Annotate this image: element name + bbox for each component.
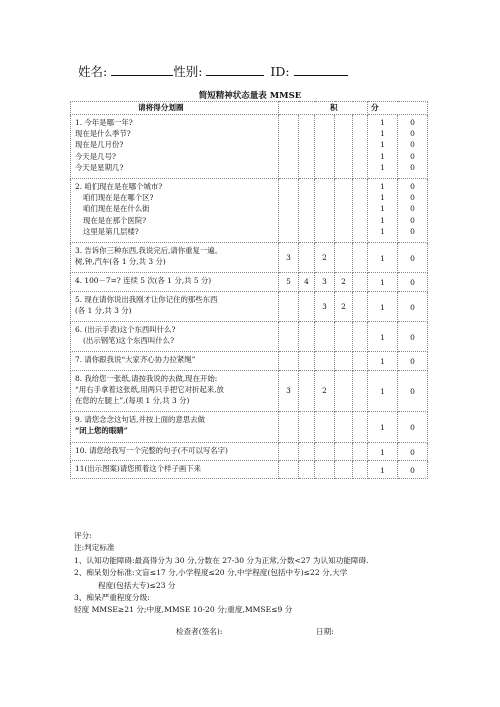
score-option-cell: [315, 115, 335, 179]
score-option-cell: [353, 115, 368, 179]
question-line: 咱们现在是在什么街: [83, 204, 150, 214]
question-line: (出示钢笔)这个东西叫什么?: [83, 336, 175, 346]
score-zero-option[interactable]: 0: [410, 387, 415, 397]
scoring-notes: [74, 530, 434, 617]
score-option-cell: [299, 412, 315, 442]
question-text-cell: [71, 273, 279, 291]
question-row: [71, 322, 428, 352]
score-zero-cell: [398, 115, 428, 179]
score-option-cell: [279, 291, 299, 321]
name-field-line[interactable]: [111, 63, 173, 76]
score-option-cell: [353, 179, 368, 243]
score-zero-cell: [398, 412, 428, 442]
question-line: 树,钟,汽车(各 1 分,共 3 分): [75, 257, 166, 267]
score-zero-option[interactable]: 0: [410, 118, 415, 127]
score-option-cell: [353, 243, 368, 273]
question-row: [71, 442, 428, 460]
question-row: [71, 412, 428, 442]
score-option-cell: [299, 179, 315, 243]
score-option-cell[interactable]: 2: [335, 291, 353, 321]
score-option-cell: [353, 322, 368, 352]
score-option-cell: [279, 412, 299, 442]
score-one-cell: [368, 243, 398, 273]
score-one-option[interactable]: 1: [380, 151, 385, 161]
score-one-option[interactable]: 1: [380, 278, 385, 288]
score-zero-cell: [398, 322, 428, 352]
question-line: 今天是星期几?: [75, 162, 124, 172]
score-label: 评分:: [74, 531, 92, 540]
note-line-3: 3、痴呆严重程度分级:: [74, 593, 150, 603]
score-option-cell: [299, 243, 315, 273]
score-one-cell: [368, 322, 398, 352]
form-title: 简短精神状态量表 MMSE: [198, 91, 302, 101]
patient-info-header: [78, 62, 438, 80]
header-score-a-cell: 积: [279, 102, 368, 115]
score-option-cell[interactable]: 3: [315, 291, 335, 321]
score-one-option[interactable]: 1: [380, 423, 385, 433]
score-zero-cell: [398, 243, 428, 273]
score-option-cell: [279, 460, 299, 478]
score-zero-option[interactable]: 0: [410, 333, 415, 343]
score-one-option[interactable]: 1: [380, 182, 385, 192]
question-text-cell: [71, 322, 279, 352]
question-text-cell: [71, 243, 279, 273]
question-text-cell: [71, 179, 279, 243]
score-option-cell: [335, 352, 353, 370]
question-line: “用右手拿着这张纸,用两只手把它对折起来,放: [75, 384, 224, 394]
score-option-cell[interactable]: 3: [315, 273, 335, 291]
score-option-cell: [315, 352, 335, 370]
score-zero-option[interactable]: 0: [410, 302, 415, 312]
score-one-option[interactable]: 1: [380, 215, 385, 225]
gender-field-line[interactable]: [206, 63, 264, 76]
question-text-cell: [71, 291, 279, 321]
score-option-cell[interactable]: 4: [299, 273, 315, 291]
question-row: [71, 460, 428, 478]
score-one-option[interactable]: 1: [380, 204, 385, 214]
score-option-cell: [279, 442, 299, 460]
score-zero-option[interactable]: 0: [410, 215, 415, 225]
question-row: [71, 179, 428, 243]
score-option-cell: [315, 442, 335, 460]
score-one-option[interactable]: 1: [380, 357, 385, 367]
note-line-1: 1、认知功能障碍:最高得分为 30 分,分数在 27-30 分为正常,分数<27 为认知功能障碍.: [74, 555, 369, 565]
score-zero-option[interactable]: 0: [410, 226, 415, 236]
score-option-cell: [335, 115, 353, 179]
score-zero-cell: [398, 442, 428, 460]
note-line-2a: 2、痴呆划分标准:文盲≤17 分,小学程度≤20 分,中学程度(包括中专)≤22 分,大学: [74, 568, 348, 578]
note-line-4: 轻度 MMSE≥21 分;中度,MMSE 10-20 分;重度,MMSE≤9 分: [74, 605, 293, 615]
question-line: 9. 请您念念这句话,并按上面的意思去做: [75, 415, 206, 425]
name-label: 姓名:: [78, 64, 108, 79]
question-line: 在您的左腿上”,(每项 1 分,共 3 分): [75, 396, 190, 406]
question-line: 现在是什么季节?: [75, 129, 131, 139]
question-line: 1. 今年是哪一年?: [75, 118, 133, 127]
score-one-option[interactable]: 1: [380, 226, 385, 236]
score-option-cell: [353, 352, 368, 370]
score-one-option[interactable]: 1: [380, 302, 385, 312]
question-line: 10. 请您给我写一个完整的句子(不可以写名字): [75, 445, 228, 455]
score-zero-cell: [398, 179, 428, 243]
score-option-cell: [315, 412, 335, 442]
score-option-cell[interactable]: 2: [315, 243, 335, 273]
score-zero-option[interactable]: 0: [410, 423, 415, 433]
score-option-cell: [335, 243, 353, 273]
question-line: 3. 告诉你三种东西,我说完后,请你重复一遍。: [75, 246, 223, 256]
score-option-cell: [299, 322, 315, 352]
score-zero-option[interactable]: 0: [410, 357, 415, 367]
score-one-option[interactable]: 1: [380, 387, 385, 397]
score-one-cell: [368, 115, 398, 179]
question-line: 2. 咱们现在是在哪个城市?: [75, 182, 163, 192]
score-option-cell: [335, 460, 353, 478]
question-text-cell: [71, 370, 279, 412]
score-option-cell: [299, 115, 315, 179]
score-option-cell: [335, 179, 353, 243]
score-one-option[interactable]: 1: [380, 193, 385, 203]
question-row: [71, 273, 428, 291]
question-row: [71, 370, 428, 412]
score-option-cell: [353, 442, 368, 460]
score-option-cell: [279, 179, 299, 243]
score-one-option[interactable]: 1: [380, 129, 385, 139]
score-option-cell: [299, 442, 315, 460]
question-line: 5. 现在请你说出我刚才让你记住的那些东西: [75, 294, 218, 304]
score-one-cell: [368, 460, 398, 478]
score-option-cell: [335, 370, 353, 412]
score-one-cell: [368, 442, 398, 460]
question-line: 6. (出示手表)这个东西叫什么?: [75, 325, 176, 335]
question-line: 现在是几月份?: [75, 140, 124, 150]
score-zero-option[interactable]: 0: [410, 254, 415, 264]
score-option-cell: [315, 322, 335, 352]
question-line: 8. 我给您一张纸,请按我说的去做,现在开始:: [75, 373, 218, 383]
score-zero-option[interactable]: 0: [410, 278, 415, 288]
question-row: [71, 291, 428, 321]
score-option-cell: [315, 179, 335, 243]
gender-label: 性别:: [173, 64, 203, 79]
score-one-cell: [368, 352, 398, 370]
score-option-cell[interactable]: 2: [315, 370, 335, 412]
score-zero-cell: [398, 352, 428, 370]
score-option-cell[interactable]: 2: [335, 273, 353, 291]
score-one-cell: [368, 273, 398, 291]
score-one-cell: [368, 291, 398, 321]
question-text-cell: [71, 352, 279, 370]
score-one-option[interactable]: 1: [380, 447, 385, 457]
score-zero-option[interactable]: 0: [410, 140, 415, 150]
score-zero-option[interactable]: 0: [410, 204, 415, 214]
question-line: (各 1 分,共 3 分): [75, 305, 132, 315]
note-title: 注:判定标准: [74, 543, 115, 553]
examiner-signature-label[interactable]: 检查者(签名):: [176, 627, 223, 636]
question-row: [71, 243, 428, 273]
score-zero-option[interactable]: 0: [410, 182, 415, 192]
score-option-cell[interactable]: 3: [279, 370, 299, 412]
score-option-cell: [279, 322, 299, 352]
question-line: 这里是第几层楼?: [83, 226, 139, 236]
score-option-cell: [299, 291, 315, 321]
question-text-cell: [71, 460, 279, 478]
score-option-cell: [299, 370, 315, 412]
score-zero-cell: [398, 460, 428, 478]
score-one-cell: [368, 370, 398, 412]
mmse-table: [70, 101, 428, 479]
question-line: 11(出示图案)请您照着这个样子画下来: [75, 463, 202, 473]
score-one-option[interactable]: 1: [380, 162, 385, 172]
score-option-cell[interactable]: 5: [279, 273, 299, 291]
note-line-2b: 程度(包括大专)≤23 分: [98, 580, 176, 590]
question-line: “闭上您的眼睛”: [75, 426, 128, 436]
score-option-cell: [279, 352, 299, 370]
question-text-cell: [71, 442, 279, 460]
question-line: 7. 请你跟我说“大家齐心协力拉紧绳”: [75, 355, 196, 365]
score-option-cell: [299, 460, 315, 478]
score-one-option[interactable]: 1: [380, 465, 385, 475]
score-zero-option[interactable]: 0: [410, 193, 415, 203]
score-option-cell: [315, 460, 335, 478]
score-zero-cell: [398, 273, 428, 291]
score-zero-cell: [398, 370, 428, 412]
score-one-option[interactable]: 1: [380, 118, 385, 127]
score-zero-option[interactable]: 0: [410, 162, 415, 172]
question-text-cell: [71, 412, 279, 442]
score-option-cell: [279, 115, 299, 179]
score-zero-cell: [398, 291, 428, 321]
score-one-option[interactable]: 1: [380, 140, 385, 150]
question-line: 4. 100－7=? 连续 5 次(各 1 分,共 5 分): [75, 276, 212, 286]
id-label: ID:: [270, 64, 290, 79]
question-line: 现在是在那个医院?: [83, 215, 147, 225]
score-one-option[interactable]: 1: [380, 333, 385, 343]
question-row: [71, 352, 428, 370]
score-zero-option[interactable]: 0: [410, 447, 415, 457]
score-option-cell: [353, 370, 368, 412]
date-label[interactable]: 日期:: [316, 627, 334, 636]
score-option-cell: [335, 412, 353, 442]
score-zero-option[interactable]: 0: [410, 129, 415, 139]
header-score-b-cell: 分: [368, 102, 428, 115]
score-option-cell: [335, 322, 353, 352]
score-one-cell: [368, 412, 398, 442]
score-zero-option[interactable]: 0: [410, 151, 415, 161]
question-text-cell: [71, 115, 279, 179]
score-option-cell: [335, 442, 353, 460]
score-option-cell[interactable]: 3: [279, 243, 299, 273]
score-option-cell: [353, 460, 368, 478]
question-line: 咱们现在是在哪个区?: [83, 193, 154, 203]
score-one-option[interactable]: 1: [380, 254, 385, 264]
question-row: [71, 115, 428, 179]
score-one-cell: [368, 179, 398, 243]
table-header-row: [71, 102, 428, 115]
score-option-cell: [353, 291, 368, 321]
score-option-cell: [299, 352, 315, 370]
header-item-cell: 请将得分划圈: [71, 102, 279, 115]
score-option-cell: [353, 412, 368, 442]
score-zero-option[interactable]: 0: [410, 465, 415, 475]
score-option-cell: [353, 273, 368, 291]
question-line: 今天是几号?: [75, 151, 116, 161]
id-field-line[interactable]: [294, 63, 348, 76]
